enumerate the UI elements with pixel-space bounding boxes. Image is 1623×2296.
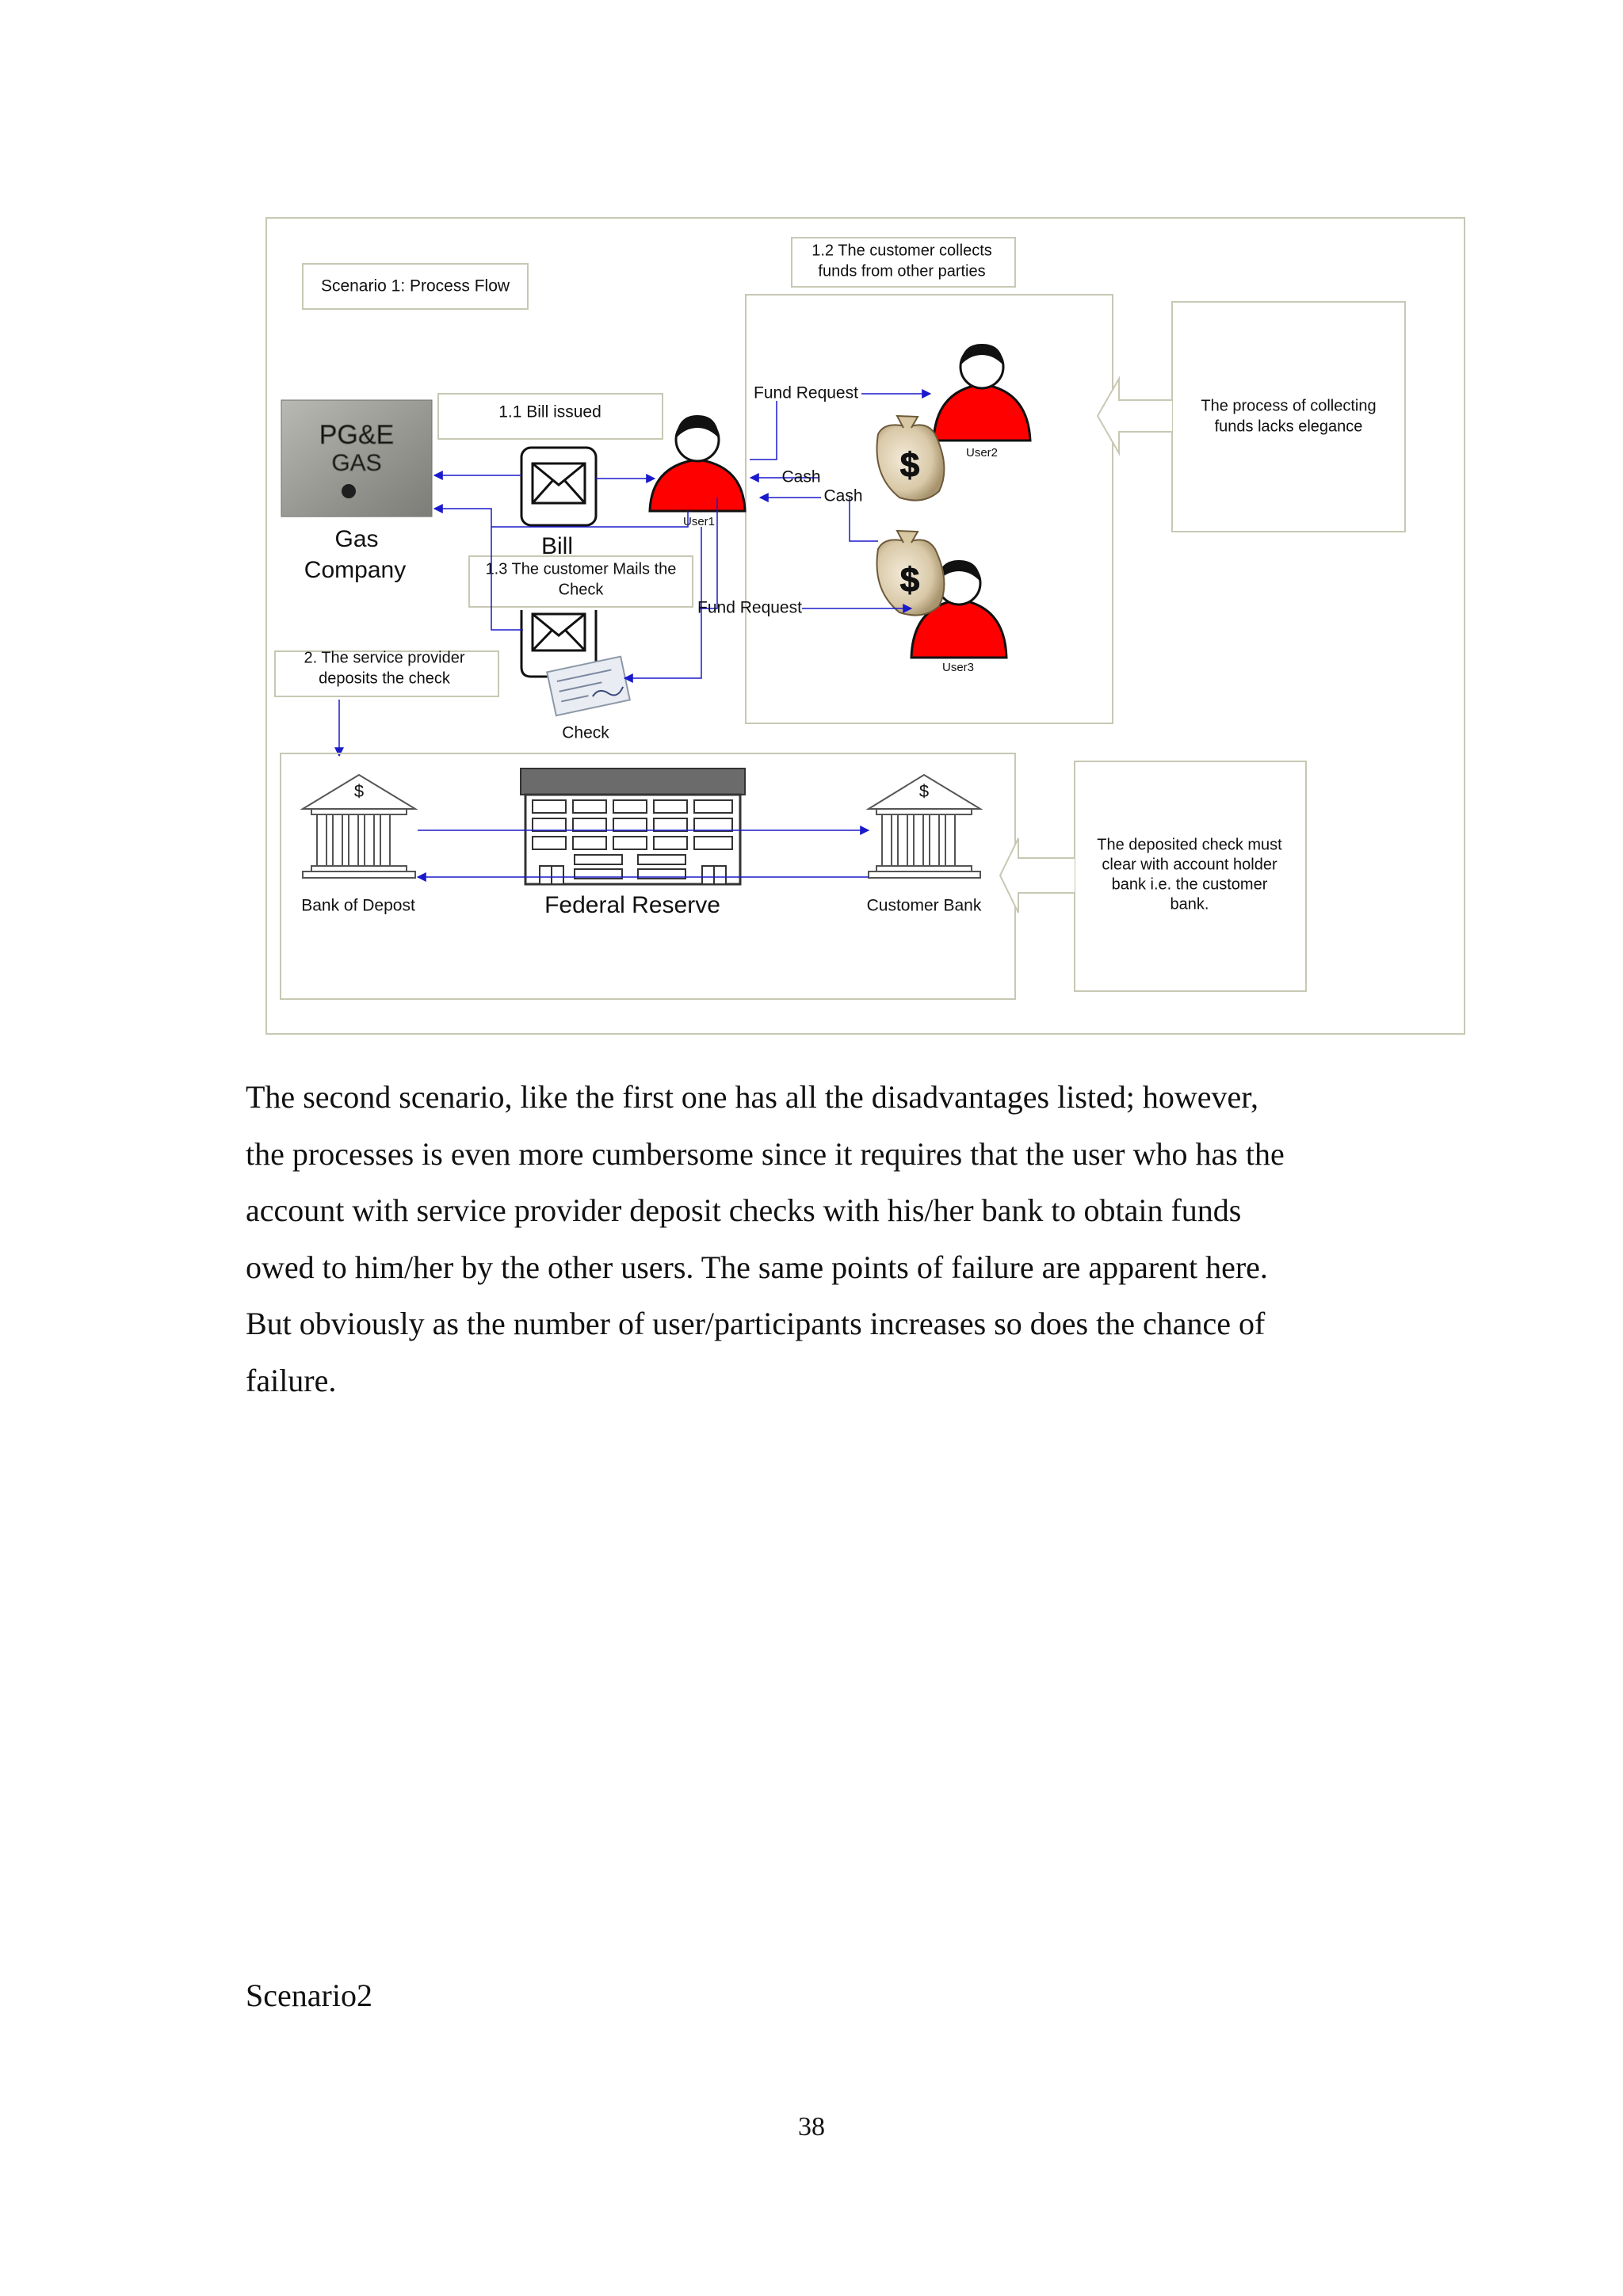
federal-reserve-icon <box>521 769 745 884</box>
fund-request-top-label: Fund Request <box>754 383 858 402</box>
user1-icon <box>650 415 745 511</box>
federal-reserve-label: Federal Reserve <box>544 891 720 918</box>
cash-label-2: Cash <box>823 486 863 505</box>
user2-icon <box>934 344 1030 441</box>
bill-envelope-icon <box>521 448 596 525</box>
bank-of-deposit-label: Bank of Depost <box>301 896 415 915</box>
clearing-note-line1: The deposited check must <box>1097 836 1282 854</box>
gas-company-label-line1: Gas <box>334 525 379 552</box>
customer-bank-label: Customer Bank <box>866 896 982 915</box>
clearing-note-line3: bank i.e. the customer <box>1111 875 1268 894</box>
paragraph-line: failure. <box>246 1362 337 1398</box>
bill-label: Bill <box>540 532 574 559</box>
paragraph-line: The second scenario, like the first one has all the disadvantages listed; however, <box>246 1079 1258 1115</box>
svg-text:$: $ <box>899 446 920 485</box>
gas-logo-line2: GAS <box>331 450 382 476</box>
svg-text:$: $ <box>899 561 920 600</box>
gas-company-label-line2: Company <box>304 556 407 583</box>
step-2-line1: 2. The service provider <box>304 649 465 667</box>
step-1-3-line1: 1.3 The customer Mails the <box>485 560 677 578</box>
fund-request-bottom-label: Fund Request <box>697 598 802 617</box>
body-paragraph <box>246 1069 1411 1409</box>
users-group-box <box>746 295 1113 723</box>
page-number: 38 <box>798 2112 825 2142</box>
arrow-user1-to-check <box>624 527 701 678</box>
user2-label: User2 <box>965 445 999 460</box>
step-1-2-line2: funds from other parties <box>818 262 986 280</box>
diagram-frame <box>266 218 1465 1034</box>
step-1-1-label: 1.1 Bill issued <box>498 402 601 421</box>
gas-company-logo <box>281 400 432 517</box>
arrow-fund-request-branch-top <box>750 401 777 460</box>
clearing-note-line4: bank. <box>1170 895 1209 913</box>
clearing-note-line2: clear with account holder <box>1102 856 1277 874</box>
check-label: Check <box>562 723 609 742</box>
elegance-note-line1: The process of collecting <box>1201 397 1377 415</box>
paragraph-line: the processes is even more cumbersome since it requires that the user who has the <box>246 1135 1285 1172</box>
step-1-2-line1: 1.2 The customer collects <box>812 242 992 260</box>
paragraph-line: account with service provider deposit checks with his/her bank to obtain funds <box>246 1192 1242 1228</box>
bank-of-deposit-dollar: $ <box>353 780 365 801</box>
clearing-callout-arrow <box>1000 838 1075 913</box>
arrow-mail-check <box>491 527 523 630</box>
elegance-note-box <box>1172 302 1405 532</box>
step-1-3-line2: Check <box>558 581 604 599</box>
money-bag-icon <box>877 531 945 616</box>
section-heading: Scenario2 <box>246 1978 372 2013</box>
user3-label: User3 <box>941 660 975 674</box>
customer-bank-dollar: $ <box>918 780 930 801</box>
user1-label: User1 <box>682 514 716 528</box>
elegance-callout-arrow <box>1098 379 1172 453</box>
elegance-note-line2: funds lacks elegance <box>1214 418 1363 436</box>
paragraph-line: But obviously as the number of user/participants increases so does the chance of <box>246 1306 1266 1341</box>
cash-label-1: Cash <box>781 467 821 486</box>
step-2-line2: deposits the check <box>319 669 450 688</box>
gas-logo-line1: PG&E <box>319 420 395 450</box>
paragraph-line: owed to him/her by the other users. The same points of failure are apparent here. <box>246 1249 1268 1285</box>
diagram-title: Scenario 1: Process Flow <box>320 277 510 296</box>
